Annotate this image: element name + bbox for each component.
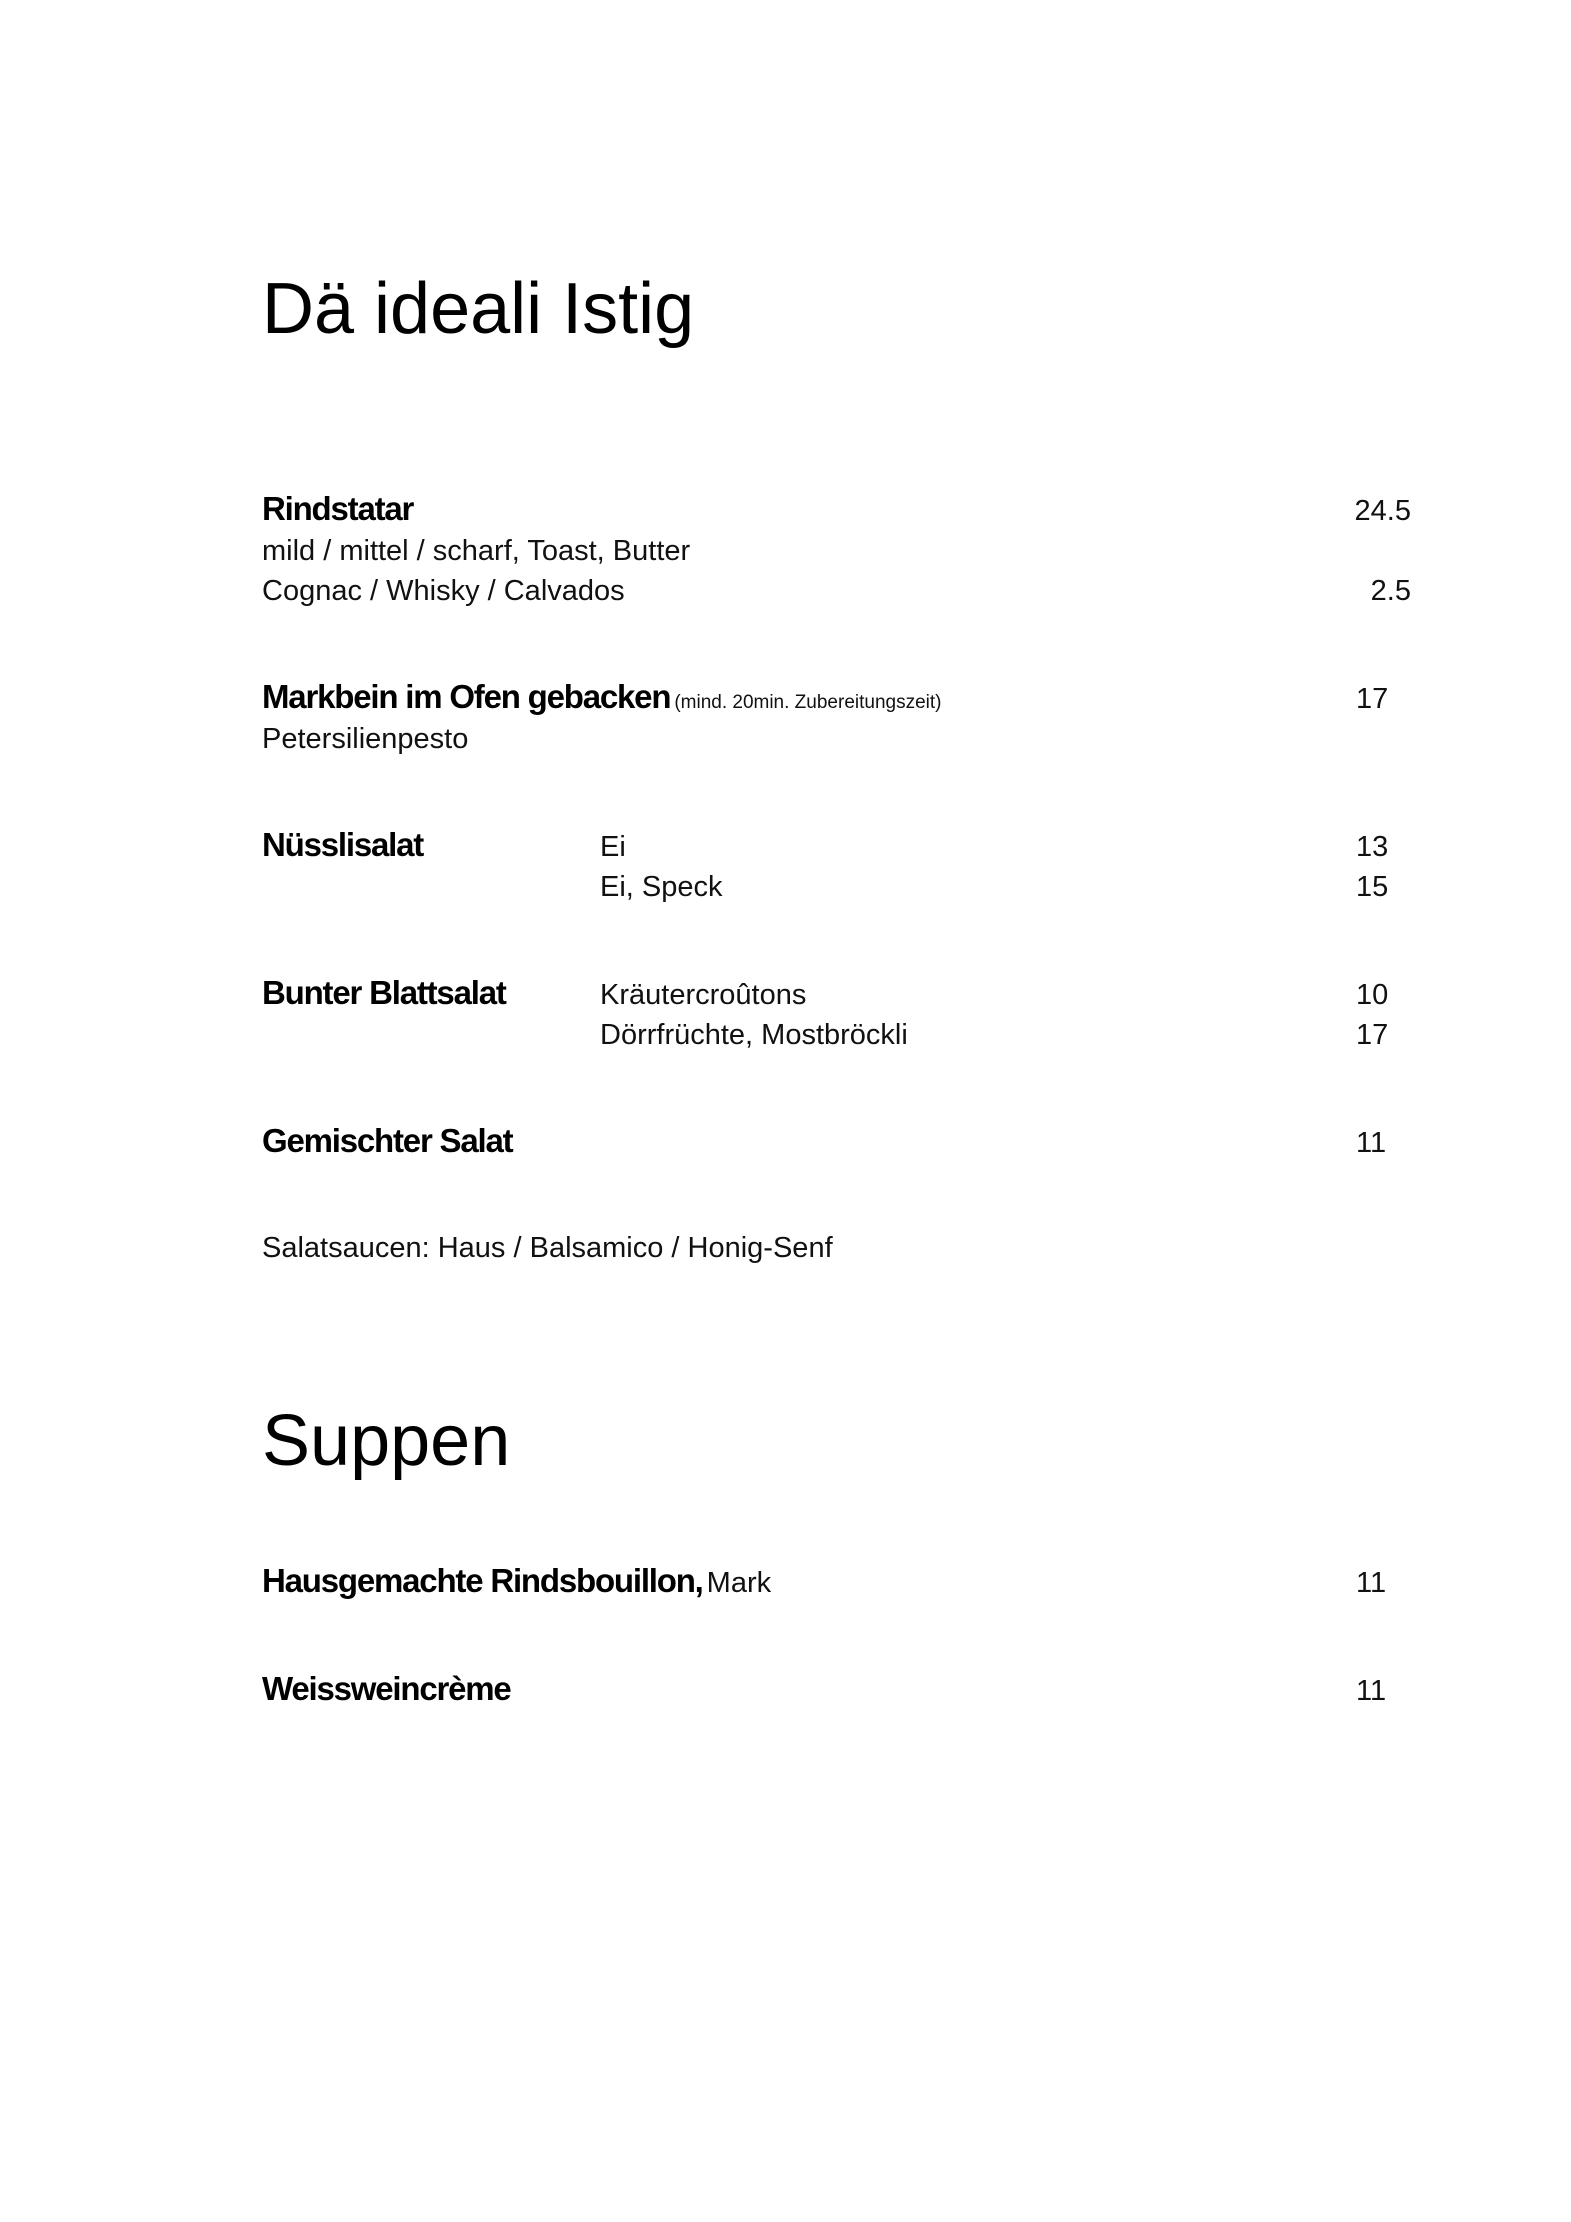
salad-dressing-note: Salatsaucen: Haus / Balsamico / Honig-Senf: [262, 1232, 833, 1264]
item-name-line-rindsbouillon: [262, 1562, 771, 1600]
item-option-price: 13: [1356, 831, 1389, 863]
item-option-label: Ei, Speck: [600, 871, 723, 903]
item-note-markbein: (mind. 20min. Zubereitungszeit): [674, 692, 942, 713]
item-name-nuesslisalat: Nüsslisalat: [262, 826, 424, 863]
item-price-markbein: 17: [1356, 683, 1389, 715]
item-extra-price: 2.5: [1370, 575, 1411, 607]
item-option-price: 17: [1356, 1019, 1389, 1051]
item-name-weissweincreme: Weissweincrème: [262, 1670, 511, 1707]
item-description-markbein: Petersilienpesto: [262, 723, 469, 755]
item-option-label: Ei: [600, 831, 626, 863]
item-option-price: 10: [1356, 979, 1389, 1011]
item-option-label: Kräutercroûtons: [600, 979, 807, 1011]
item-option-label: Dörrfrüchte, Mostbröckli: [600, 1019, 908, 1051]
section-heading-starters: Dä ideali Istig: [262, 269, 695, 349]
item-name-markbein: Markbein im Ofen gebacken: [262, 678, 671, 715]
section-heading-soups: Suppen: [262, 1401, 511, 1481]
item-suffix-rindsbouillon: Mark: [706, 1567, 772, 1599]
item-name-rindstatar: Rindstatar: [262, 490, 414, 527]
item-price-gemischter-salat: 11: [1356, 1127, 1387, 1159]
item-name-gemischter-salat: Gemischter Salat: [262, 1122, 513, 1159]
item-name-line-markbein: [262, 678, 941, 716]
item-price-weissweincreme: 11: [1356, 1675, 1387, 1707]
item-extra-label: Cognac / Whisky / Calvados: [262, 575, 625, 607]
item-name-bunter-blattsalat: Bunter Blattsalat: [262, 974, 506, 1011]
item-description-rindstatar: mild / mittel / scharf, Toast, Butter: [262, 535, 691, 567]
item-option-price: 15: [1356, 871, 1389, 903]
item-price-rindsbouillon: 11: [1356, 1567, 1387, 1599]
item-name-rindsbouillon: Hausgemachte Rindsbouillon,: [262, 1562, 703, 1599]
item-price-rindstatar: 24.5: [1354, 495, 1411, 527]
